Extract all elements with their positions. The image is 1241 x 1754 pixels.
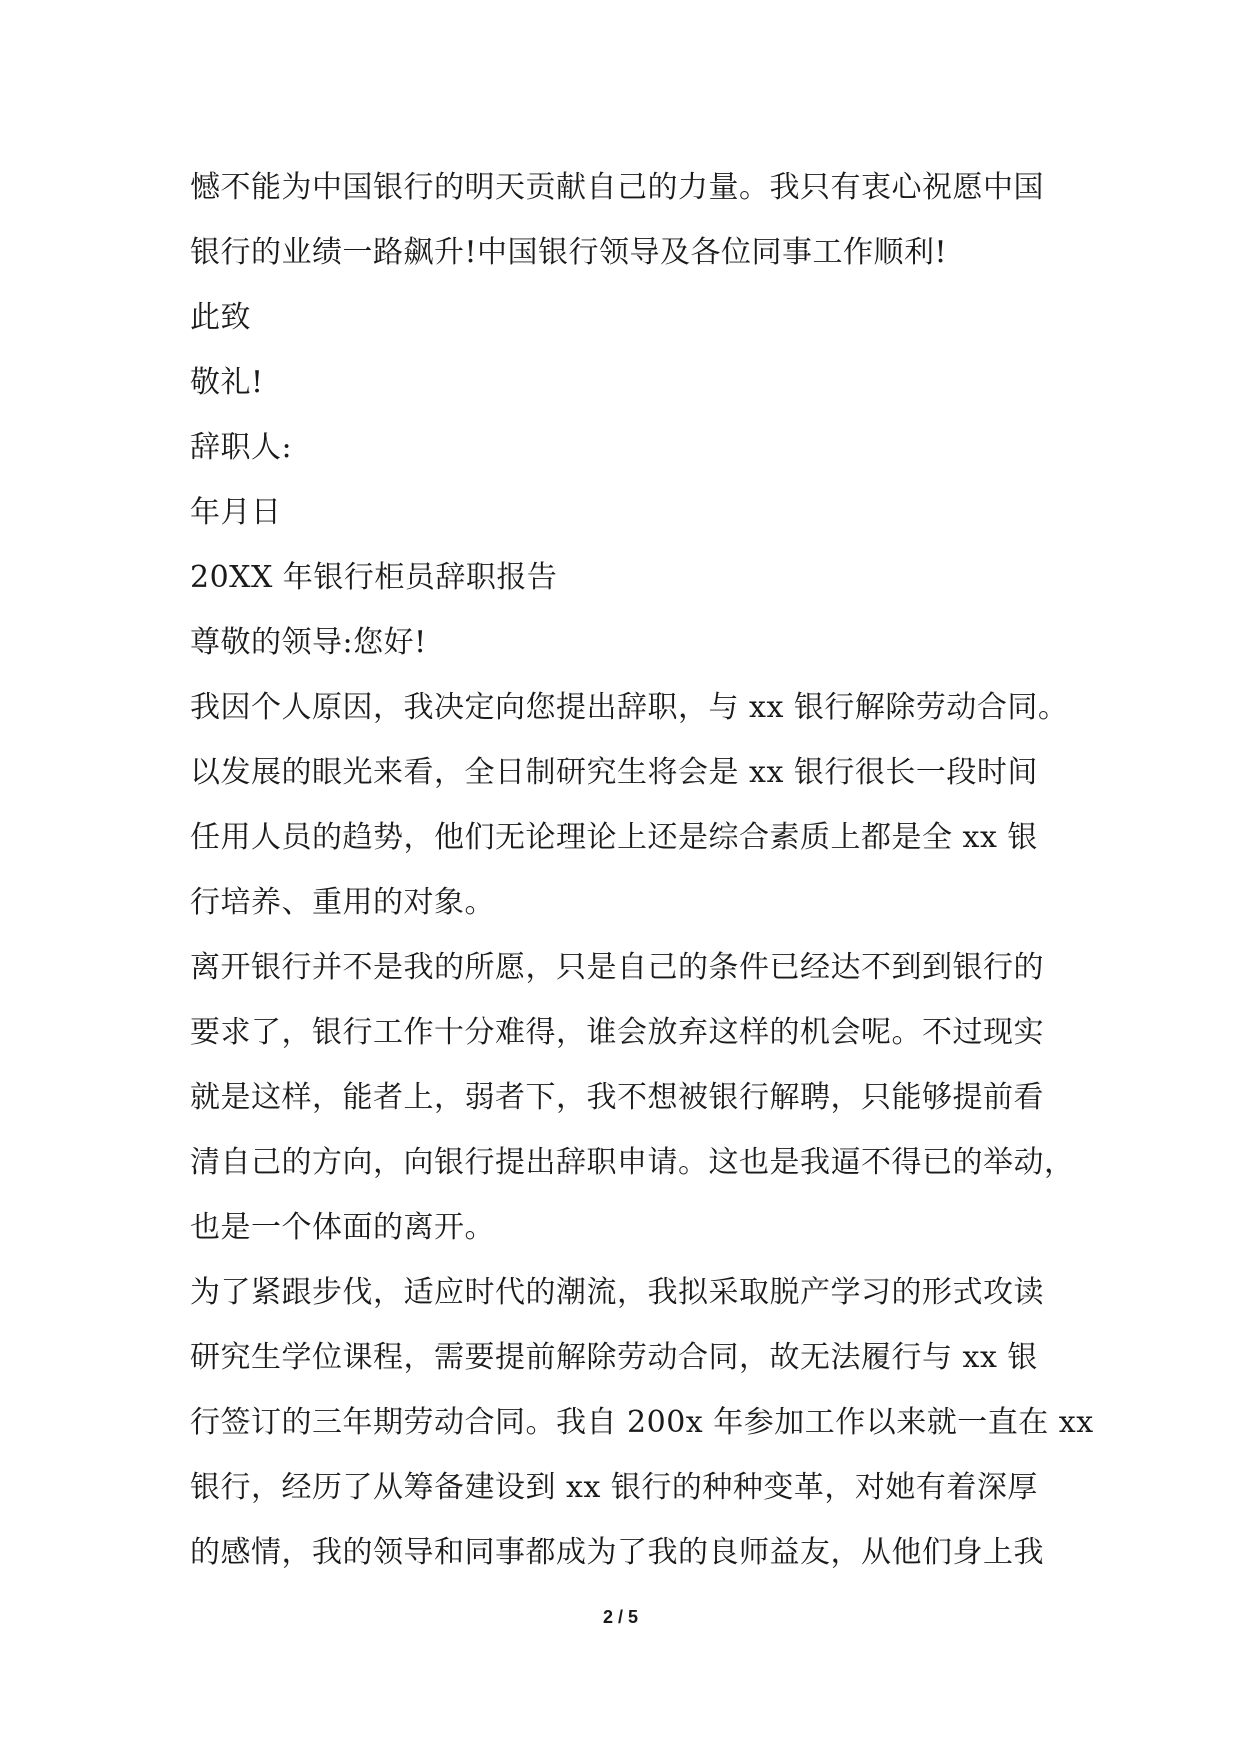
text-line: 憾不能为中国银行的明天贡献自己的力量。我只有衷心祝愿中国 xyxy=(190,170,1044,205)
section-title: 20XX 年银行柜员辞职报告 xyxy=(190,560,558,595)
text-line: 研究生学位课程，需要提前解除劳动合同，故无法履行与 xx 银 xyxy=(190,1340,1038,1375)
text-line: 为了紧跟步伐，适应时代的潮流，我拟采取脱产学习的形式攻读 xyxy=(190,1275,1044,1310)
closing-line: 此致 xyxy=(190,300,251,335)
text-line: 也是一个体面的离开。 xyxy=(190,1210,495,1245)
salutation: 尊敬的领导:您好! xyxy=(190,625,427,660)
text-line: 清自己的方向，向银行提出辞职申请。这也是我逼不得已的举动， xyxy=(190,1145,1075,1180)
document-body xyxy=(190,155,1094,1585)
text-line: 离开银行并不是我的所愿，只是自己的条件已经达不到到银行的 xyxy=(190,950,1044,985)
text-line: 银行，经历了从筹备建设到 xx 银行的种种变革，对她有着深厚 xyxy=(190,1470,1038,1505)
text-line: 行签订的三年期劳动合同。我自 200x 年参加工作以来就一直在 xx xyxy=(190,1405,1094,1440)
page-number: 2 / 5 xyxy=(602,1607,639,1627)
closing-salute: 敬礼! xyxy=(190,365,264,400)
text-line: 的感情，我的领导和同事都成为了我的良师益友，从他们身上我 xyxy=(190,1535,1044,1570)
text-line: 以发展的眼光来看，全日制研究生将会是 xx 银行很长一段时间 xyxy=(190,755,1038,790)
text-line: 银行的业绩一路飙升!中国银行领导及各位同事工作顺利! xyxy=(190,235,948,270)
signature-label: 辞职人: xyxy=(190,430,293,465)
text-line: 就是这样，能者上，弱者下，我不想被银行解聘，只能够提前看 xyxy=(190,1080,1044,1115)
text-line: 行培养、重用的对象。 xyxy=(190,885,495,920)
text-line: 要求了，银行工作十分难得，谁会放弃这样的机会呢。不过现实 xyxy=(190,1015,1044,1050)
date-label: 年月日 xyxy=(190,495,282,530)
text-line: 我因个人原因，我决定向您提出辞职，与 xx 银行解除劳动合同。 xyxy=(190,690,1069,725)
text-line: 任用人员的趋势，他们无论理论上还是综合素质上都是全 xx 银 xyxy=(190,820,1038,855)
